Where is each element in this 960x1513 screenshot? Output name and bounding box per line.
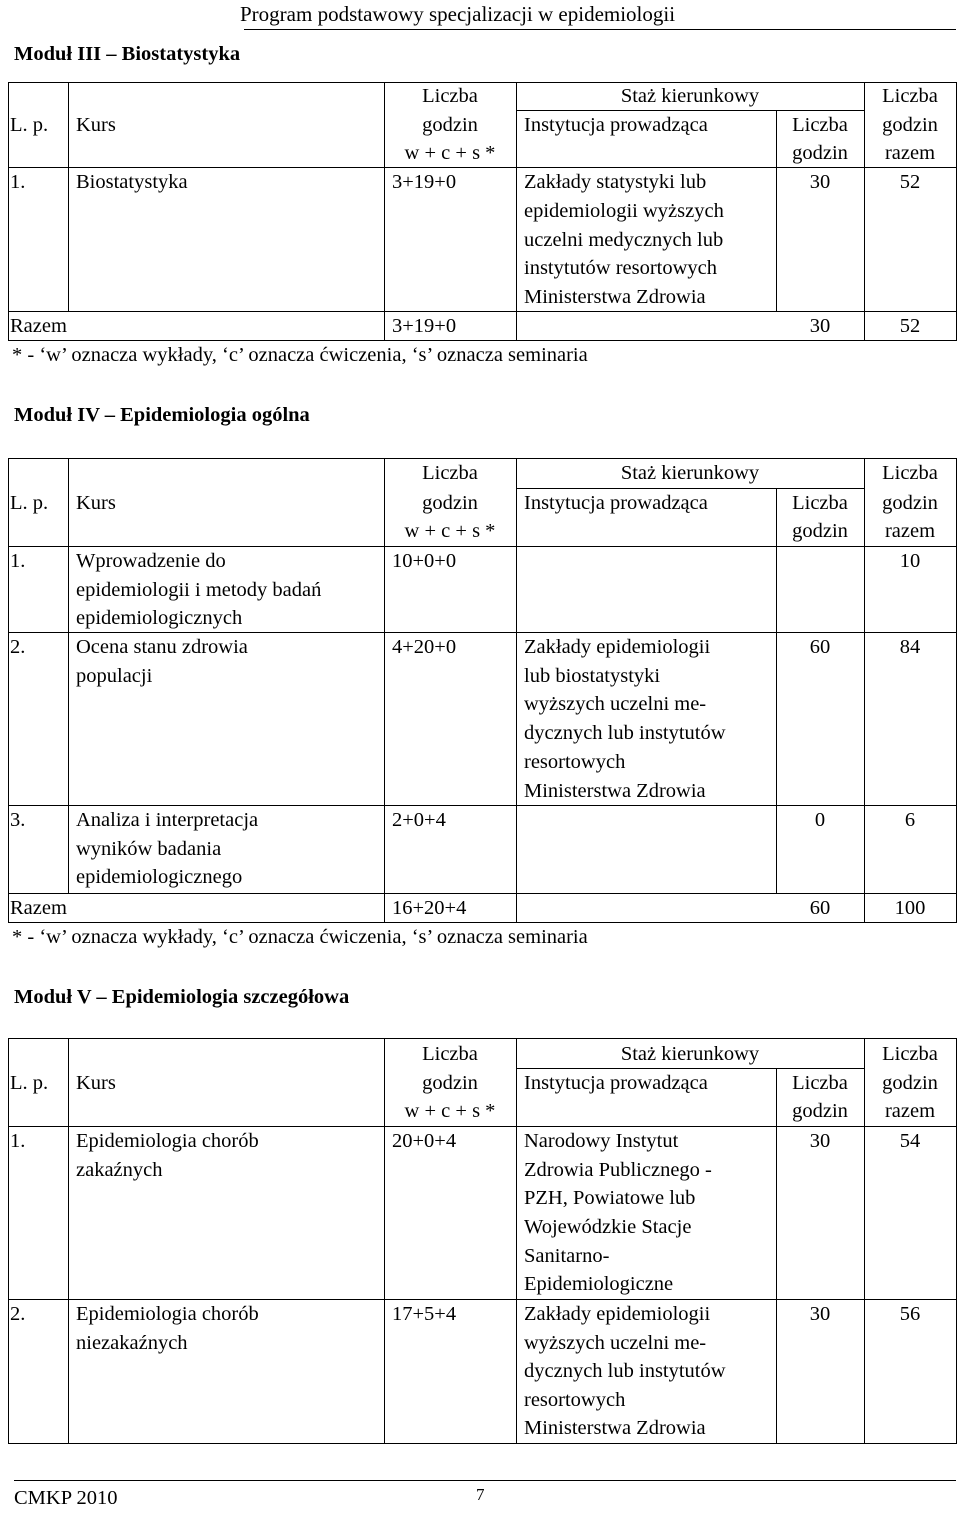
row-hours: 3+19+0 (392, 171, 457, 193)
table-border (516, 82, 517, 340)
col-header-total: razem (884, 520, 936, 542)
row-course: Analiza i interpretacja (76, 809, 259, 831)
page-header-title: Program podstawowy specjalizacji w epidemiologii (240, 2, 676, 26)
row-institution-line: lub biostatystyki (524, 665, 661, 687)
row-institution-line: wyższych uczelni me- (524, 1332, 707, 1354)
row-hours: 17+5+4 (392, 1303, 457, 1325)
summary-hours: 3+19+0 (392, 315, 457, 337)
row-course: niezakaźnych (76, 1332, 188, 1354)
col-header-lp: L. p. (10, 114, 49, 136)
table-border (516, 1038, 517, 1443)
module-title: Moduł V – Epidemiologia szczegółowa (14, 986, 350, 1008)
col-header-institution: Instytucja prowadząca (524, 492, 708, 514)
col-header-kurs: Kurs (76, 1072, 116, 1094)
row-internship-hours: 60 (809, 636, 831, 658)
col-header-hours: godzin (422, 114, 478, 136)
col-header-hours: w + c + s * (404, 142, 496, 164)
col-header-internship-hours: Liczba (792, 492, 848, 514)
row-institution-line: Zdrowia Publicznego - (524, 1159, 712, 1181)
col-header-total: godzin (882, 1072, 938, 1094)
col-header-hours: Liczba (422, 1043, 478, 1065)
table-border (8, 458, 9, 922)
row-lp: 2. (10, 1303, 26, 1325)
col-header-hours: w + c + s * (404, 1100, 496, 1122)
table-border (8, 1038, 9, 1443)
col-header-hours: godzin (422, 492, 478, 514)
col-header-internship-hours: godzin (792, 520, 848, 542)
table-border (68, 458, 69, 893)
row-institution-line: dycznych lub instytutów (524, 722, 726, 744)
module-title: Moduł IV – Epidemiologia ogólna (14, 404, 310, 426)
row-institution-line: Narodowy Instytut (524, 1130, 679, 1152)
page-number: 7 (476, 1485, 485, 1504)
row-lp: 1. (10, 1130, 26, 1152)
col-header-institution: Instytucja prowadząca (524, 1072, 708, 1094)
row-course: epidemiologicznego (76, 866, 243, 888)
col-header-kurs: Kurs (76, 114, 116, 136)
row-lp: 1. (10, 550, 26, 572)
module-title: Moduł III – Biostatystyka (14, 43, 241, 65)
row-institution-line: Wojewódzkie Stacje (524, 1216, 692, 1238)
table-border (8, 82, 9, 340)
row-total: 6 (904, 809, 916, 831)
row-institution-line: Ministerstwa Zdrowia (524, 286, 706, 308)
table-border (956, 82, 957, 340)
row-course: epidemiologii i metody badań (76, 579, 322, 601)
row-internship-hours: 30 (809, 171, 831, 193)
summary-internship-hours: 60 (809, 897, 831, 919)
table-border (68, 82, 69, 311)
row-institution-line: resortowych (524, 751, 626, 773)
row-lp: 3. (10, 809, 26, 831)
row-hours: 10+0+0 (392, 550, 457, 572)
col-header-total: razem (884, 1100, 936, 1122)
row-internship-hours: 0 (814, 809, 826, 831)
table-border (516, 458, 517, 922)
table-border (956, 458, 957, 922)
row-lp: 1. (10, 171, 26, 193)
row-total: 84 (899, 636, 921, 658)
row-course: Wprowadzenie do (76, 550, 226, 572)
row-institution-line: Zakłady epidemiologii (524, 1303, 711, 1325)
row-total: 56 (899, 1303, 921, 1325)
row-hours: 2+0+4 (392, 809, 446, 831)
row-internship-hours: 30 (809, 1130, 831, 1152)
summary-total: 52 (899, 315, 921, 337)
col-header-total: razem (884, 142, 936, 164)
col-header-total: Liczba (882, 462, 938, 484)
row-institution-line: instytutów resortowych (524, 257, 718, 279)
row-institution-line: dycznych lub instytutów (524, 1360, 726, 1382)
row-institution-line: Ministerstwa Zdrowia (524, 1417, 706, 1439)
row-total: 10 (899, 550, 921, 572)
footnote: * - ‘w’ oznacza wykłady, ‘c’ oznacza ćwiczenia, ‘s’ oznacza seminaria (12, 344, 588, 366)
summary-total: 100 (894, 897, 926, 919)
col-header-hours: Liczba (422, 85, 478, 107)
summary-hours: 16+20+4 (392, 897, 467, 919)
col-header-hours: godzin (422, 1072, 478, 1094)
table-border (68, 1038, 69, 1443)
row-institution-line: epidemiologii wyższych (524, 200, 724, 222)
header-rule (244, 29, 956, 30)
col-header-hours: Liczba (422, 462, 478, 484)
row-total: 52 (899, 171, 921, 193)
row-course: populacji (76, 665, 153, 687)
row-institution-line: resortowych (524, 1389, 626, 1411)
summary-internship-hours: 30 (809, 315, 831, 337)
table-border (8, 1038, 957, 1039)
col-header-internship: Staż kierunkowy (620, 1043, 760, 1065)
footnote: * - ‘w’ oznacza wykłady, ‘c’ oznacza ćwiczenia, ‘s’ oznacza seminaria (12, 926, 588, 948)
row-hours: 20+0+4 (392, 1130, 457, 1152)
col-header-internship-hours: godzin (792, 142, 848, 164)
col-header-internship: Staż kierunkowy (620, 85, 760, 107)
col-header-total: Liczba (882, 85, 938, 107)
row-institution-line: Sanitarno- (524, 1245, 610, 1267)
row-institution-line: PZH, Powiatowe lub (524, 1187, 696, 1209)
row-course: wyników badania (76, 838, 222, 860)
footer-rule (14, 1480, 956, 1481)
table-border (8, 1443, 957, 1444)
row-institution-line: wyższych uczelni me- (524, 693, 707, 715)
row-course: Ocena stanu zdrowia (76, 636, 248, 658)
row-course: Epidemiologia chorób (76, 1130, 259, 1152)
row-lp: 2. (10, 636, 26, 658)
col-header-lp: L. p. (10, 1072, 49, 1094)
row-institution-line: Zakłady epidemiologii (524, 636, 711, 658)
row-internship-hours: 30 (809, 1303, 831, 1325)
row-course: epidemiologicznych (76, 607, 243, 629)
row-institution-line: Zakłady statystyki lub (524, 171, 707, 193)
col-header-lp: L. p. (10, 492, 49, 514)
table-border (956, 1038, 957, 1443)
row-total: 54 (899, 1130, 921, 1152)
col-header-total: godzin (882, 114, 938, 136)
col-header-internship: Staż kierunkowy (620, 462, 760, 484)
col-header-hours: w + c + s * (404, 520, 496, 542)
col-header-institution: Instytucja prowadząca (524, 114, 708, 136)
col-header-internship-hours: Liczba (792, 1072, 848, 1094)
col-header-total: godzin (882, 492, 938, 514)
col-header-kurs: Kurs (76, 492, 116, 514)
row-institution-line: uczelni medycznych lub (524, 229, 724, 251)
row-course: Epidemiologia chorób (76, 1303, 259, 1325)
col-header-internship-hours: godzin (792, 1100, 848, 1122)
col-header-total: Liczba (882, 1043, 938, 1065)
summary-label: Razem (10, 315, 67, 337)
row-course: Biostatystyka (76, 171, 188, 193)
footer-label: CMKP 2010 (14, 1487, 118, 1509)
row-course: zakaźnych (76, 1159, 163, 1181)
summary-label: Razem (10, 897, 67, 919)
col-header-internship-hours: Liczba (792, 114, 848, 136)
row-hours: 4+20+0 (392, 636, 457, 658)
row-institution-line: Epidemiologiczne (524, 1273, 674, 1295)
row-institution-line: Ministerstwa Zdrowia (524, 780, 706, 802)
